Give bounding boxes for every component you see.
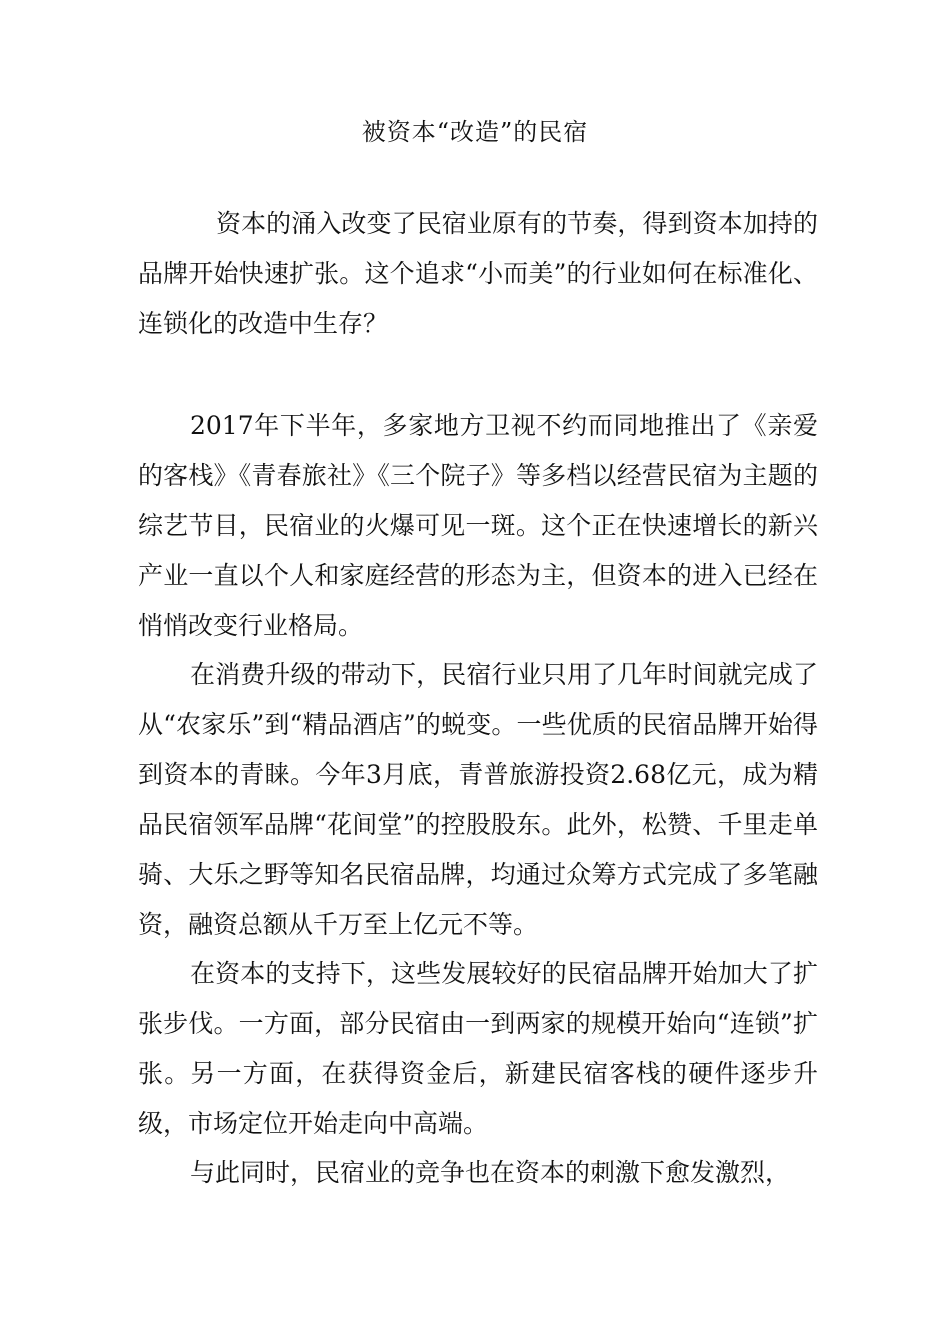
paragraph-1: 2017年下半年，多家地方卫视不约而同地推出了《亲爱的客栈》《青春旅社》《三个院子》等多档以经营民宿为主题的综艺节目，民宿业的火爆可见一斑。这个正在快速增长的新兴产业一直以个人和家庭经营的形态为主，但资本的进入已经在悄悄改变行业格局。 [138, 411, 818, 640]
lead-paragraph: 资本的涌入改变了民宿业原有的节奏，得到资本加持的品牌开始快速扩张。这个追求“小而美”的行业如何在标准化、连锁化的改造中生存？ [138, 209, 818, 338]
paragraph-2: 在消费升级的带动下，民宿行业只用了几年时间就完成了从“农家乐”到“精品酒店”的蜕变。一些优质的民宿品牌开始得到资本的青睐。今年3月底，青普旅游投资2.68亿元，成为精品民宿领军品牌“花间堂”的控股股东。此外，松赞、千里走单骑、大乐之野等知名民宿品牌，均通过众筹方式完成了多笔融资，融资总额从千万至上亿元不等。 [138, 660, 818, 939]
paragraph-3: 在资本的支持下，这些发展较好的民宿品牌开始加大了扩张步伐。一方面，部分民宿由一到两家的规模开始向“连锁”扩张。另一方面，在获得资金后，新建民宿客栈的硬件逐步升级，市场定位开始走向中高端。 [138, 959, 818, 1138]
document-title: 被资本“改造”的民宿 [361, 118, 589, 146]
paragraph-4: 与此同时，民宿业的竞争也在资本的刺激下愈发激烈， [190, 1158, 791, 1187]
